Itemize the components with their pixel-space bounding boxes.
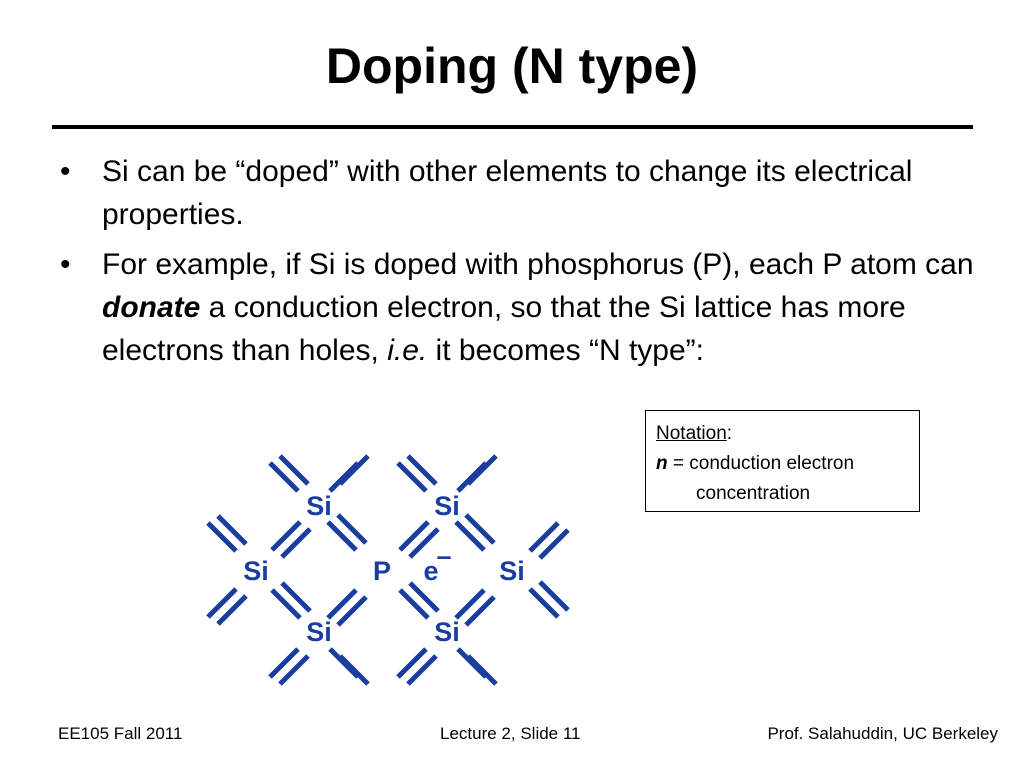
atom-phosphorus: P [372, 556, 392, 586]
notation-definition: = conduction electron [667, 453, 855, 474]
footer-slide-number: Lecture 2, Slide 11 [440, 724, 581, 743]
electron-symbol: e [423, 556, 439, 586]
atom-si-top-right: Si [434, 491, 460, 521]
atom-si-top-left: Si [306, 491, 332, 521]
bullet-list [60, 150, 980, 379]
title-divider [52, 125, 973, 129]
atom-si-right: Si [499, 556, 525, 586]
atom-si-bottom-right: Si [434, 617, 460, 647]
silicon-lattice-diagram [190, 445, 590, 695]
bullet-item [60, 150, 980, 236]
notation-colon: : [726, 423, 733, 444]
bullet-item [60, 243, 980, 372]
atom-si-bottom-left: Si [306, 617, 332, 647]
bullet-text: Si can be “doped” with other elements to change its electrical properties. [102, 155, 913, 231]
bullet-text-part: a conduction electron, so that the Si lattice has more electrons than holes, [102, 291, 906, 367]
bullet-text-part: it becomes “N type”: [427, 334, 704, 367]
notation-box [645, 410, 920, 512]
atom-si-left: Si [243, 556, 269, 586]
bullet-text-part: For example, if Si is doped with phosphorus (P), each P atom can [102, 248, 974, 281]
footer-author: Prof. Salahuddin, UC Berkeley [767, 724, 998, 743]
emphasis-donate: donate [102, 291, 201, 324]
notation-heading: Notation [656, 423, 727, 444]
notation-definition-cont: concentration [696, 483, 811, 504]
bullet-marker: • [60, 248, 71, 281]
notation-symbol: n [656, 453, 668, 474]
emphasis-ie: i.e. [387, 334, 428, 367]
electron-charge-sign: – [436, 541, 452, 571]
slide-title: Doping (N type) [325, 38, 699, 94]
bullet-marker: • [60, 155, 71, 188]
footer-course: EE105 Fall 2011 [58, 724, 183, 743]
